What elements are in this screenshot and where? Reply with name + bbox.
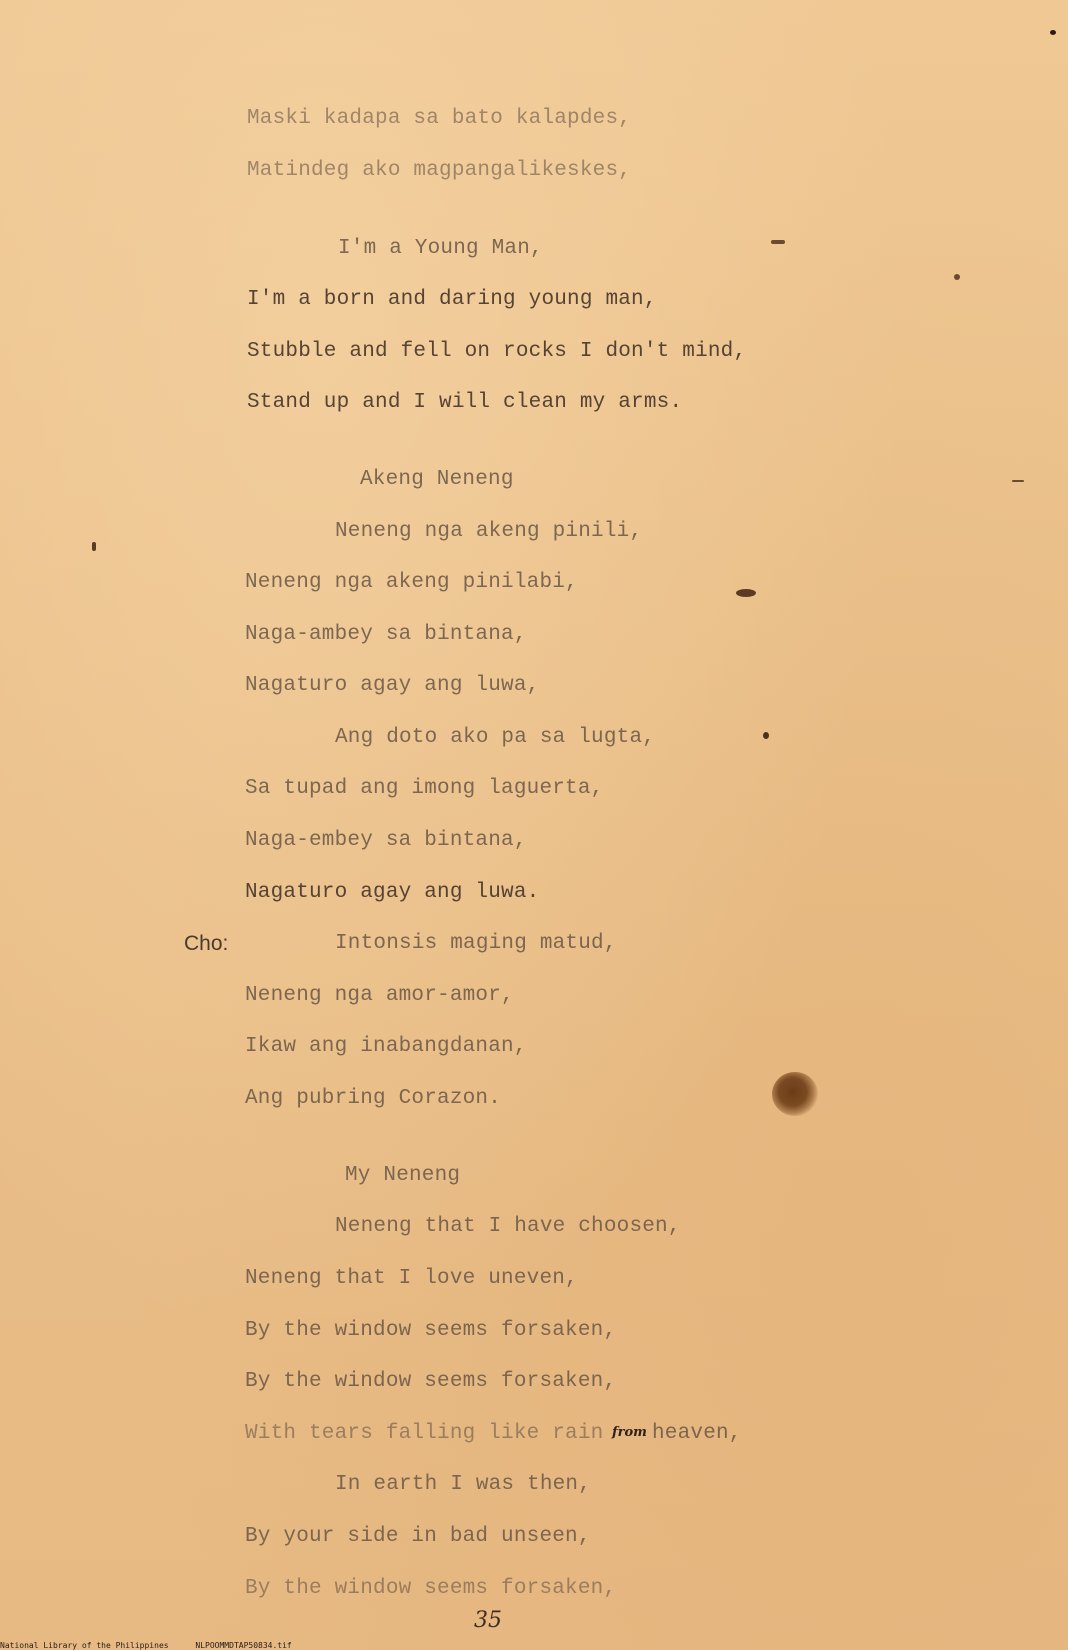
song-title: My Neneng [345, 1164, 461, 1187]
verse-line: Ang doto ako pa sa lugta, [335, 726, 656, 749]
verse-line: Maski kadapa sa bato kalapdes, [247, 107, 632, 130]
ink-speck [736, 589, 756, 597]
verse-line: In earth I was then, [335, 1473, 592, 1496]
ink-stain [772, 1072, 818, 1116]
verse-line: Sa tupad ang imong laguerta, [245, 777, 604, 800]
verse-line: Neneng nga akeng pinilabi, [245, 571, 578, 594]
chorus-label: Cho: [184, 932, 229, 955]
verse-line: heaven, [652, 1422, 742, 1445]
ink-speck [763, 732, 769, 739]
ink-speck [954, 274, 960, 280]
verse-line: Nagaturo agay ang luwa. [245, 881, 540, 904]
verse-line: Ikaw ang inabangdanan, [245, 1035, 527, 1058]
verse-line: Naga-ambey sa bintana, [245, 623, 527, 646]
verse-line: Naga-embey sa bintana, [245, 829, 527, 852]
verse-line: Intonsis maging matud, [335, 932, 617, 955]
verse-line: With tears falling like rain [245, 1422, 604, 1445]
ink-speck [1012, 480, 1024, 482]
verse-line: By the window seems forsaken, [245, 1370, 617, 1393]
verse-line: Neneng nga amor-amor, [245, 984, 514, 1007]
ink-speck [1050, 30, 1056, 35]
verse-line: By the window seems forsaken, [245, 1319, 617, 1342]
verse-line: Neneng that I love uneven, [245, 1267, 578, 1290]
handwritten-insert: from [612, 1425, 647, 1440]
ink-speck [92, 542, 96, 551]
verse-line: Matindeg ako magpangalikeskes, [247, 159, 632, 182]
verse-line: Stubble and fell on rocks I don't mind, [247, 340, 747, 363]
verse-line: Nagaturo agay ang luwa, [245, 674, 540, 697]
ink-speck [771, 240, 785, 244]
verse-line: Stand up and I will clean my arms. [247, 391, 683, 414]
verse-line: Neneng nga akeng pinili, [335, 520, 643, 543]
verse-line: I'm a Young Man, [338, 237, 543, 260]
song-title: Akeng Neneng [360, 468, 514, 491]
verse-line: By the window seems forsaken, [245, 1577, 617, 1600]
scan-footer [0, 1641, 314, 1650]
verse-line: Neneng that I have choosen, [335, 1215, 681, 1238]
verse-line: Ang pubring Corazon. [245, 1087, 502, 1110]
verse-line: By your side in bad unseen, [245, 1525, 591, 1548]
page-number: 35 [474, 1608, 502, 1633]
verse-line: I'm a born and daring young man, [247, 288, 657, 311]
footer-library: National Library of the Philippines [0, 1641, 169, 1650]
footer-filename: NLPOOMMDTAP50834.tif [195, 1641, 292, 1650]
